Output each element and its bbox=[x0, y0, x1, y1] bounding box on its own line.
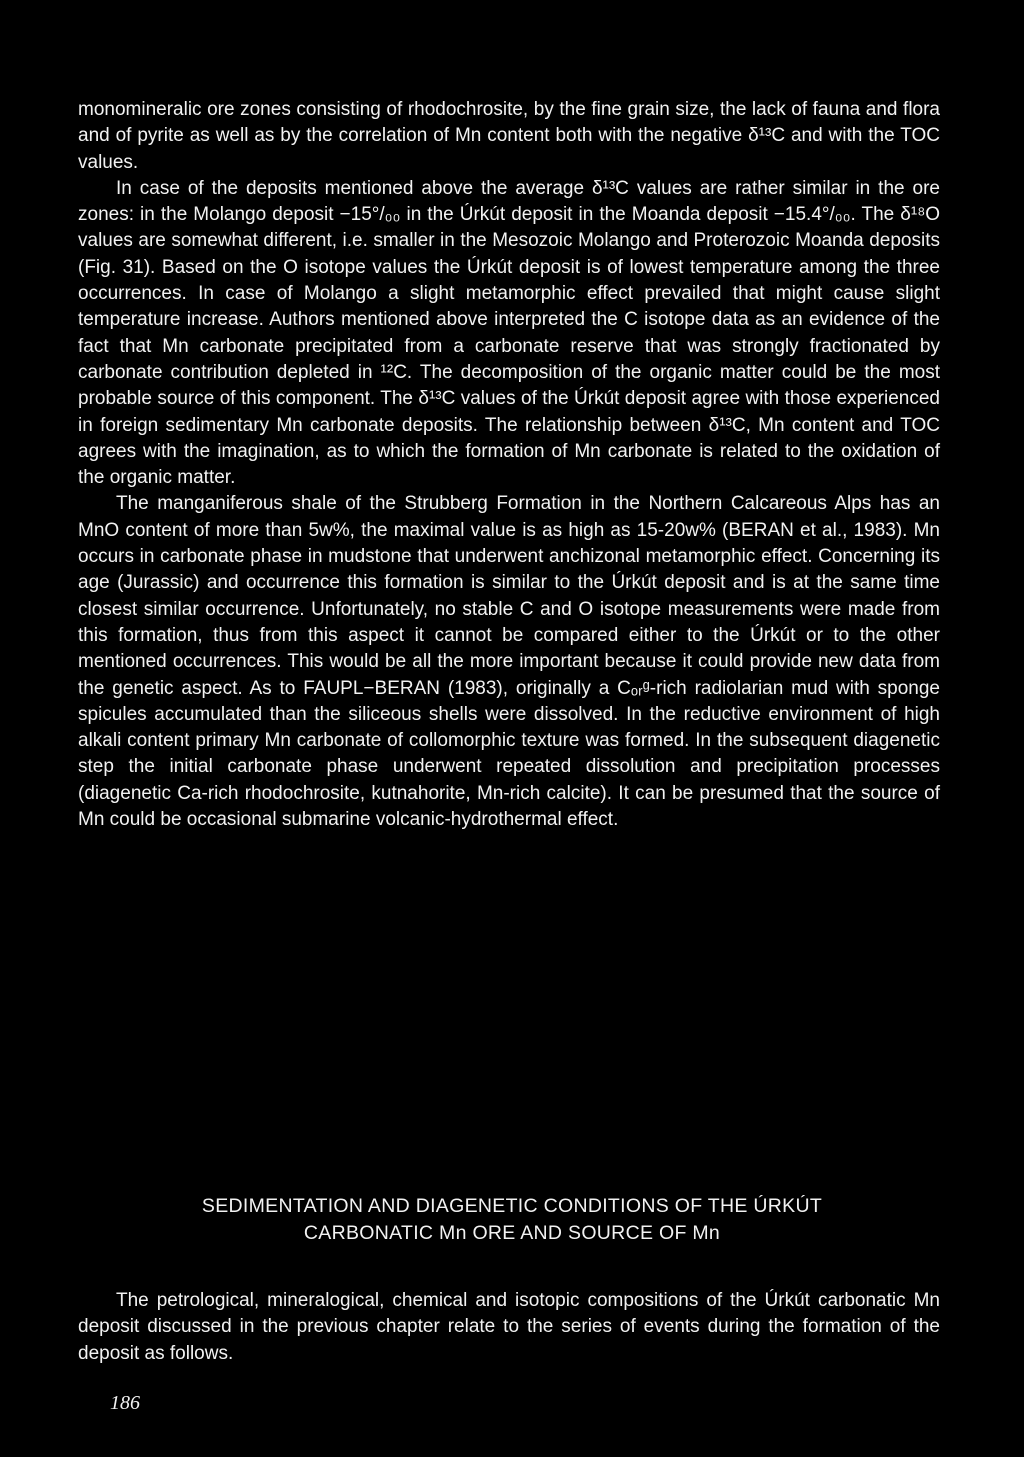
section-heading-line-2: CARBONATIC Mn ORE AND SOURCE OF Mn bbox=[303, 1222, 721, 1244]
paragraph-1: monomineralic ore zones consisting of rhodochrosite, by the fine grain size, the lack of fauna and flora and of pyrite as well as by the correlation of Mn content both with the negative δ¹³C and with the TOC values. bbox=[78, 99, 940, 173]
section-paragraph: The petrological, mineralogical, chemical and isotopic compositions of the Úrkút carbonatic Mn deposit discussed in the previous chapter relate to the series of events during the formation of the deposit as follows. bbox=[78, 1290, 940, 1364]
section-heading bbox=[60, 1193, 964, 1247]
page-number: 186 bbox=[110, 1392, 140, 1414]
section-heading-line-1: SEDIMENTATION AND DIAGENETIC CONDITIONS OF THE ÚRKÚT bbox=[201, 1195, 823, 1217]
body-text bbox=[78, 97, 940, 833]
paragraph-3: The manganiferous shale of the Strubberg Formation in the Northern Calcareous Alps has an MnO content of more than 5w%, the maximal value is as high as 15-20w% (BERAN et al., 1983). Mn occurs in carbonate phase in mudstone that underwent anchizonal metamorphic effect. Concerning its age (Jurassic) and occurrence this formation is similar to the Úrkút deposit and is at the same time closest similar occurrence. Unfortunately, no stable C and O isotope measurements were made from this formation, thus from this aspect it cannot be compared either to the Úrkút or to the other mentioned occurrences. This would be all the more important because it could provide new data from the genetic aspect. As to FAUPL−BERAN (1983), originally a Cₒᵣᵍ-rich radiolarian mud with sponge spicules accumulated than the siliceous shells were dissolved. In the reductive environment of high alkali content primary Mn carbonate of collomorphic texture was formed. In the subsequent diagenetic step the initial carbonate phase underwent repeated dissolution and precipitation processes (diagenetic Ca-rich rhodochrosite, kutnahorite, Mn-rich calcite). It can be presumed that the source of Mn could be occasional submarine volcanic-hydrothermal effect. bbox=[78, 493, 940, 831]
paragraph-2: In case of the deposits mentioned above the average δ¹³C values are rather similar in the ore zones: in the Molango deposit −15°/₀₀ in the Úrkút deposit in the Moanda deposit −15.4°/₀₀. The δ¹⁸O values are somewhat different, i.e. smaller in the Mesozoic Molango and Proterozoic Moanda deposits (Fig. 31). Based on the O isotope values the Úrkút deposit is of lowest temperature among the three occurrences. In case of Molango a slight metamorphic effect prevailed that might cause slight temperature increase. Authors mentioned above interpreted the C isotope data as an evidence of the fact that Mn carbonate precipitated from a carbonate reserve that was strongly fractionated by carbonate contribution depleted in ¹²C. The decomposition of the organic matter could be the most probable source of this component. The δ¹³C values of the Úrkút deposit agree with those experienced in foreign sedimentary Mn carbonate deposits. The relationship between δ¹³C, Mn content and TOC agrees with the imagination, as to which the formation of Mn carbonate is related to the oxidation of the organic matter. bbox=[78, 177, 940, 489]
